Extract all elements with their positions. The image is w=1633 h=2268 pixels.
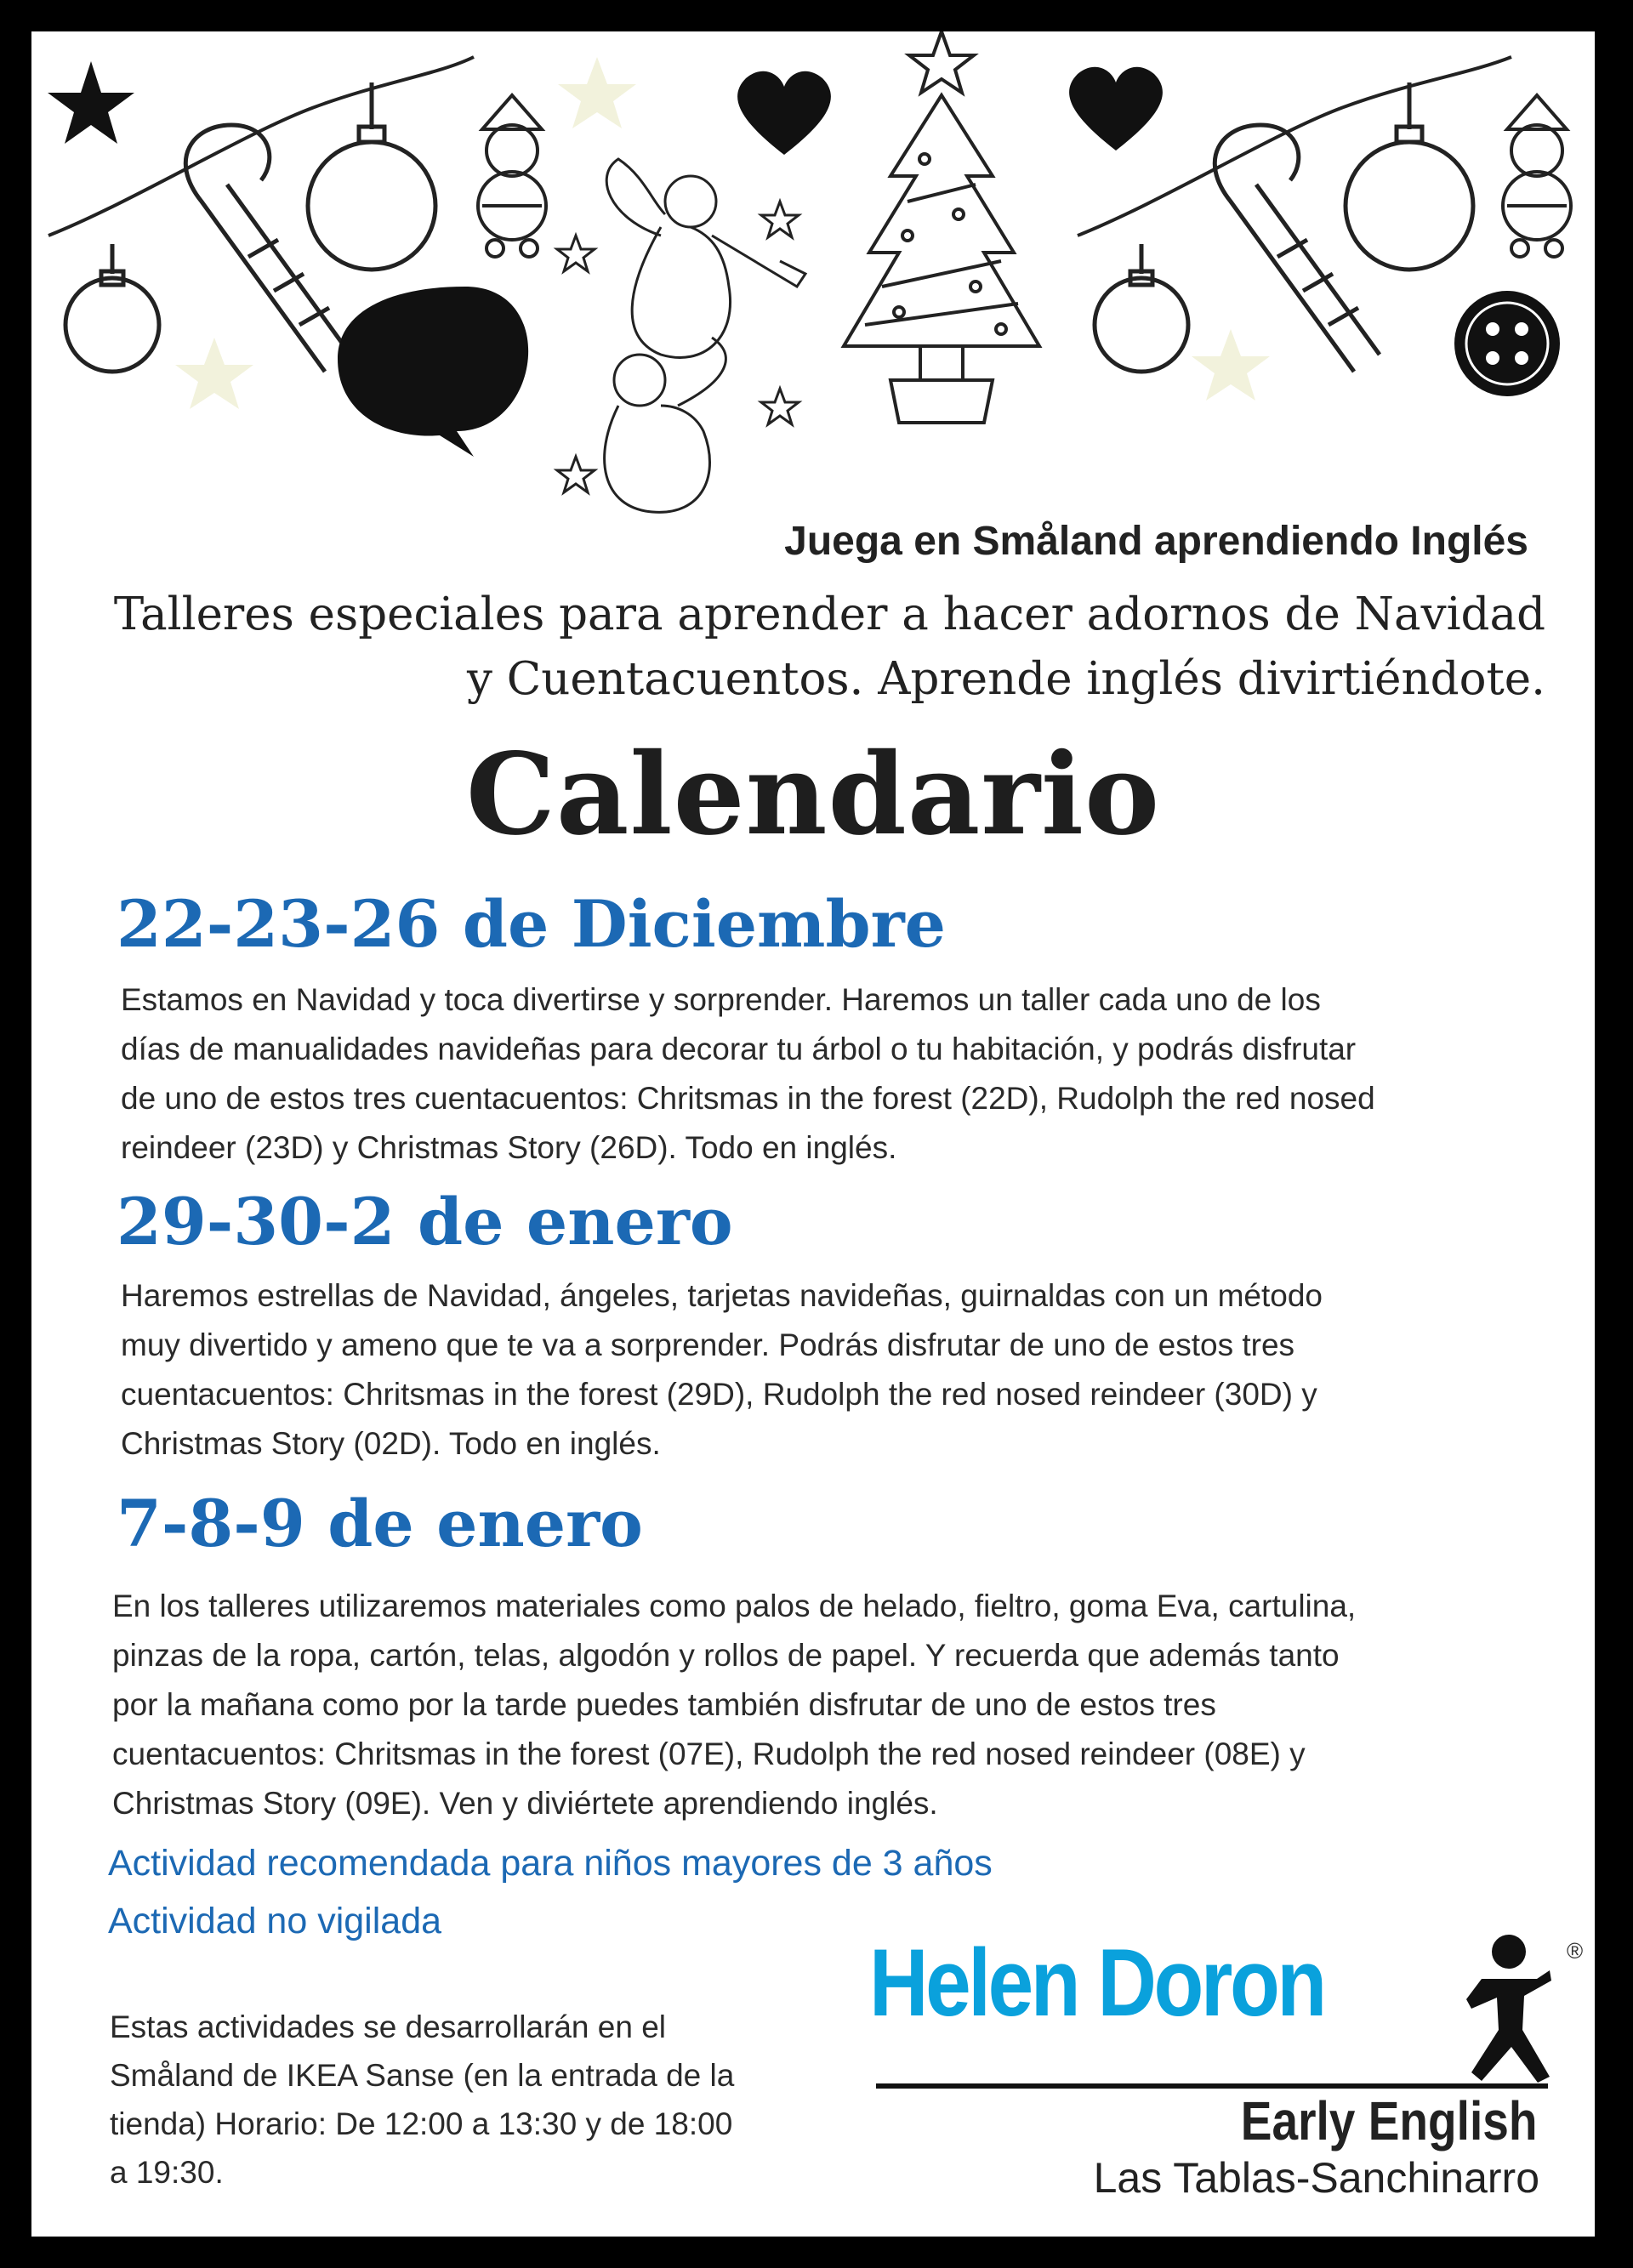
body-line: En los talleres utilizaremos materiales como palos de helado, fieltro, goma Eva, cartulina, <box>112 1589 1357 1623</box>
star-icon <box>557 457 595 492</box>
body-line: Estamos en Navidad y toca divertirse y sorprender. Haremos un taller cada uno de los <box>121 982 1321 1017</box>
section-heading: 29-30-2 de enero <box>117 1184 733 1259</box>
ornament-icon <box>1095 244 1188 372</box>
gnome-icon <box>478 95 546 257</box>
star-icon <box>175 338 253 409</box>
garland-left <box>48 57 474 236</box>
body-line: Christmas Story (09E). Ven y diviértete aprendiendo inglés. <box>112 1786 938 1821</box>
info-line: Småland de IKEA Sanse (en la entrada de la <box>110 2058 735 2093</box>
gnome-icon <box>1503 95 1571 257</box>
intro-text <box>31 583 1545 712</box>
body-line: muy divertido y ameno que te va a sorprender. Podrás disfrutar de uno de estos tres <box>121 1327 1295 1362</box>
section-heading: 22-23-26 de Diciembre <box>117 886 947 962</box>
intro-line: Talleres especiales para aprender a hacer adornos de Navidad <box>113 588 1545 640</box>
body-line: de uno de estos tres cuentacuentos: Chritsmas in the forest (22D), Rudolph the red nosed <box>121 1081 1375 1116</box>
helen-doron-logo <box>869 1928 1588 2174</box>
ornament-icon <box>1346 82 1473 270</box>
star-icon <box>1192 329 1270 401</box>
christmas-decorations <box>31 31 1595 525</box>
subtitle: Juega en Småland aprendiendo Inglés <box>784 519 1528 564</box>
brand-location: Las Tablas-Sanchinarro <box>1093 2154 1539 2202</box>
section-heading: 7-8-9 de enero <box>117 1486 643 1561</box>
body-line: pinzas de la ropa, cartón, telas, algodón y rollos de papel. Y recuerda que además tanto <box>112 1638 1340 1673</box>
location-info <box>110 2003 875 2197</box>
star-icon <box>557 236 595 271</box>
registered-mark: ® <box>1567 1938 1584 1964</box>
flyer-page <box>31 31 1595 2237</box>
supervision-note: Actividad no vigilada <box>108 1901 442 1941</box>
star-icon <box>558 57 636 128</box>
section-body <box>121 1271 1567 1469</box>
brand-tagline: Early English <box>1240 2090 1537 2151</box>
heart-icon <box>737 71 831 155</box>
body-line: días de manualidades navideñas para decorar tu árbol o tu habitación, y podrás disfrutar <box>121 1032 1357 1066</box>
info-line: Estas actividades se desarrollarán en el <box>110 2009 667 2044</box>
info-line: tienda) Horario: De 12:00 a 13:30 y de 18:00 <box>110 2106 733 2141</box>
body-line: Haremos estrellas de Navidad, ángeles, tarjetas navideñas, guirnaldas con un método <box>121 1278 1323 1313</box>
info-line: a 19:30. <box>110 2155 224 2190</box>
age-note: Actividad recomendada para niños mayores de 3 años <box>108 1843 993 1884</box>
button-icon <box>1454 291 1560 396</box>
brand-name: Helen Doron <box>869 1930 1324 2036</box>
star-icon <box>761 202 799 237</box>
ornament-icon <box>308 82 435 270</box>
body-line: cuentacuentos: Chritsmas in the forest (29D), Rudolph the red nosed reindeer (30D) y <box>121 1377 1317 1412</box>
candy-cane-icon <box>1215 125 1380 372</box>
star-icon <box>761 389 799 424</box>
body-line: por la mañana como por la tarde puedes también disfrutar de uno de estos tres <box>112 1687 1216 1722</box>
body-line: Christmas Story (02D). Todo en inglés. <box>121 1426 661 1461</box>
body-line: cuentacuentos: Chritsmas in the forest (07E), Rudolph the red nosed reindeer (08E) y <box>112 1737 1306 1771</box>
star-icon <box>48 61 134 144</box>
speech-bubble-icon <box>338 287 528 457</box>
heart-icon <box>1069 67 1163 151</box>
christmas-tree-icon <box>844 31 1039 423</box>
section-body <box>112 1582 1558 1828</box>
ornament-icon <box>65 244 159 372</box>
logo-underline <box>876 2083 1548 2089</box>
intro-line: y Cuentacuentos. Aprende inglés divirtiéndote. <box>466 653 1545 705</box>
running-child-icon <box>1456 1928 1558 2089</box>
body-line: reindeer (23D) y Christmas Story (26D). Todo en inglés. <box>121 1130 897 1165</box>
page-title: Calendario <box>465 729 1161 861</box>
section-body <box>121 975 1567 1173</box>
